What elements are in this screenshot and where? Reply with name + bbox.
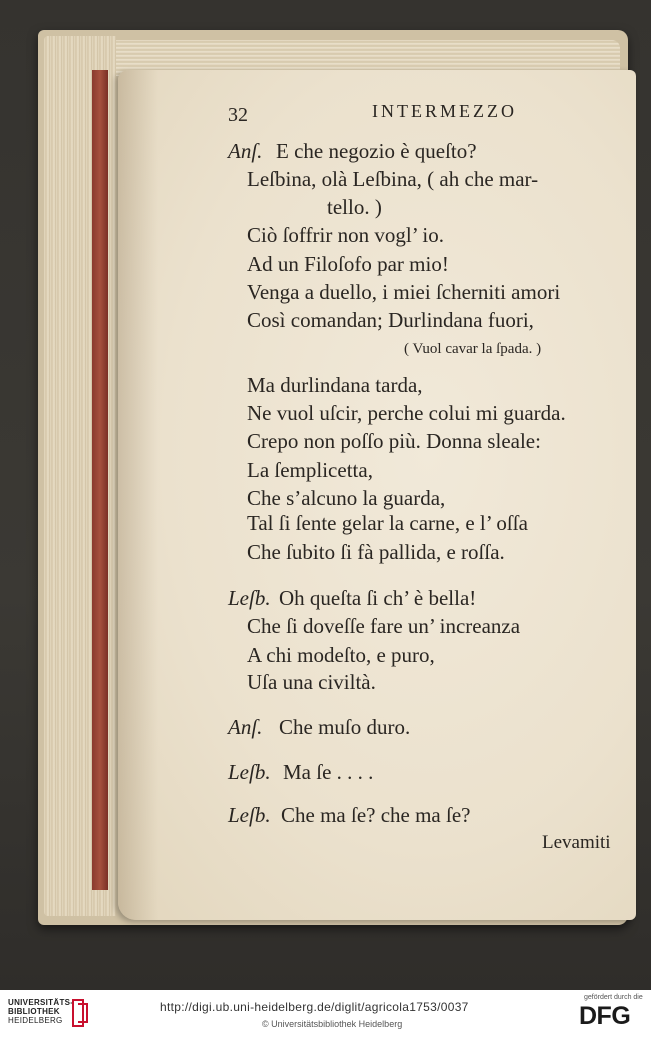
verse-line: Così comandan; Durlindana fuori, <box>247 308 534 332</box>
verse-line: Che s’alcuno la guarda, <box>247 486 446 510</box>
university-mark-icon <box>70 996 90 1030</box>
funder-note: gefördert durch die <box>584 994 643 1001</box>
running-head: INTERMEZZO <box>372 101 517 121</box>
dfg-logo[interactable]: DFG <box>579 1002 631 1030</box>
copyright-notice: © Universitätsbibliothek Heidelberg <box>262 1019 403 1029</box>
verse-line: tello. ) <box>327 195 382 219</box>
speaker-label: Leſb. <box>228 586 271 610</box>
verse-line: Ma ſe . . . . <box>283 760 374 784</box>
page-number: 32 <box>228 104 248 126</box>
verse-line: Che ſubito ſi fà pallida, e roſſa. <box>247 540 505 564</box>
speaker-label: Leſb. <box>228 803 271 827</box>
verse-line: E che negozio è queſto? <box>276 139 477 163</box>
library-name-line2: BIBLIOTHEK <box>8 1007 60 1016</box>
verse-line: Uſa una civiltà. <box>247 670 376 694</box>
library-name-line3: HEIDELBERG <box>8 1016 63 1025</box>
verse-line: Venga a duello, i miei ſcherniti amori <box>247 280 561 304</box>
speaker-label: Leſb. <box>228 760 271 784</box>
library-name-line1: UNIVERSITÄTS- <box>8 998 74 1007</box>
verse-line: Ne vuol uſcir, perche colui mi guarda. <box>247 401 566 425</box>
library-logo[interactable] <box>8 998 73 1025</box>
verse-line: Ciò ſoffrir non vogl’ io. <box>247 223 444 247</box>
speaker-label: Anſ. <box>228 715 263 739</box>
speaker-label: Anſ. <box>228 139 263 163</box>
verse-line: Che ma ſe? che ma ſe? <box>281 803 471 827</box>
verse-line: Che ſi doveſſe fare un’ increanza <box>247 614 521 638</box>
verse-line: Tal ſi ſente gelar la carne, e l’ oſſa <box>247 511 528 535</box>
verse-line: Leſbina, olà Leſbina, ( ah che mar- <box>247 167 539 191</box>
stage-direction: ( Vuol cavar la ſpada. ) <box>404 341 542 357</box>
verse-line: La ſemplicetta, <box>247 458 373 482</box>
verse-line: Crepo non poſſo più. Donna sleale: <box>247 429 541 453</box>
page-gutter-shadow <box>118 70 158 920</box>
verse-line: Ma durlindana tarda, <box>247 373 423 397</box>
verse-line: Oh queſta ſi ch’ è bella! <box>279 586 477 610</box>
catchword: Levamiti <box>542 832 611 853</box>
red-page-edge <box>92 70 108 890</box>
verse-line: Che muſo duro. <box>279 715 411 739</box>
verse-line: A chi modeſto, e puro, <box>247 643 435 667</box>
permalink-url[interactable]: http://digi.ub.uni-heidelberg.de/diglit/agricola1753/0037 <box>160 1000 469 1014</box>
verse-line: Ad un Filoſofo par mio! <box>247 252 449 276</box>
footer-bar <box>0 990 651 1037</box>
